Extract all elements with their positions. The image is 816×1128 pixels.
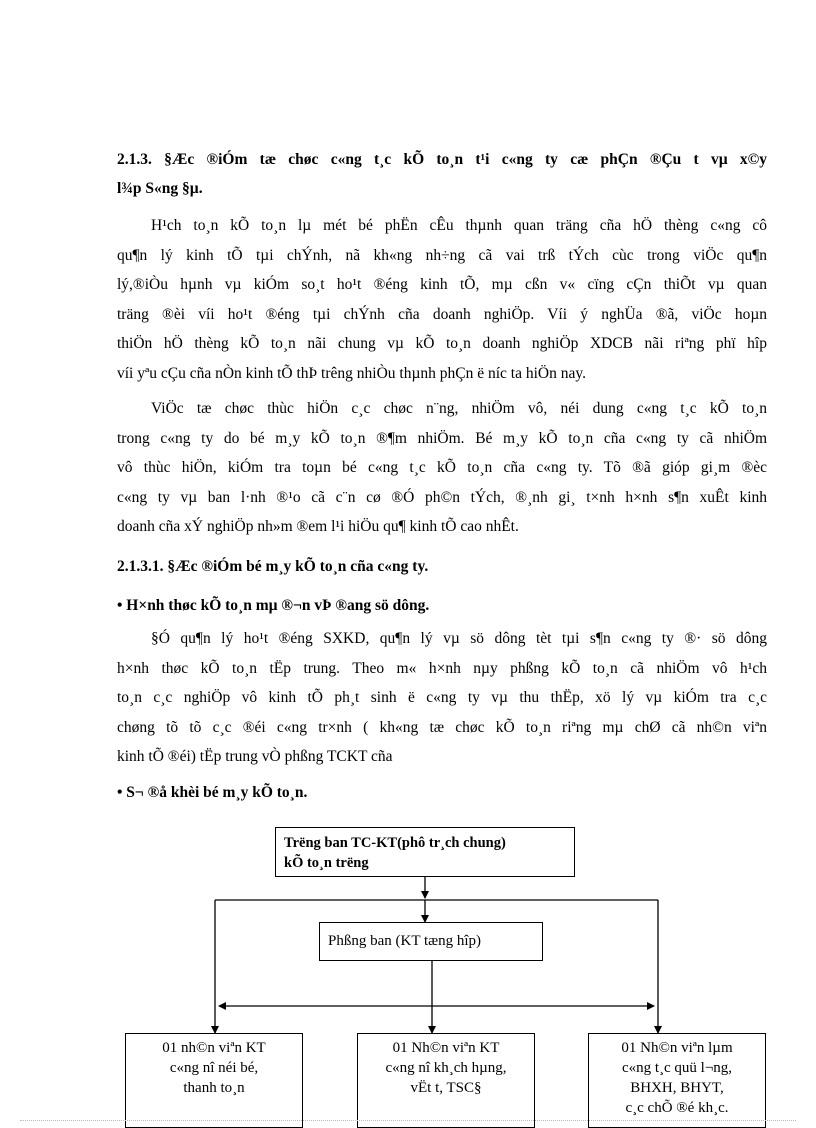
payroll-staff-box bbox=[588, 1033, 766, 1128]
box-line: 01 nh©n viªn KT bbox=[162, 1040, 266, 1056]
internal-debt-staff-box bbox=[125, 1033, 303, 1128]
box-line: 01 Nh©n viªn lµm bbox=[621, 1040, 733, 1056]
box-line: c¸c chÕ ®é kh¸c. bbox=[625, 1100, 729, 1116]
bullet-text: • S¬ ®å khèi bé m¸y kÕ to¸n. bbox=[117, 784, 308, 801]
box-line: vËt t, TSC§ bbox=[410, 1080, 482, 1096]
bullet-text: • H×nh thøc kÕ to¸n mµ ®¬n vÞ ®ang sö dông. bbox=[117, 597, 430, 614]
text-line: chøng tõ tõ c¸c ®éi c«ng tr×nh ( kh«ng tæ chøc kÕ to¸n riªng mµ chØ cã nh©n viªn bbox=[117, 718, 767, 736]
box-line: c«ng nî néi bé, bbox=[169, 1060, 259, 1076]
text-line: víi yªu cÇu cña nÒn kinh tÕ thÞ trêng nhiÒu thµnh phÇn ë níc ta hiÖn nay. bbox=[117, 364, 586, 382]
text-line: thiÖn hÖ thèng kÕ to¸n nãi chung vµ kÕ to¸n doanh nghiÖp XDCB nãi riªng phï hîp bbox=[117, 335, 767, 352]
box-line: Trëng ban TC-KT(phô tr¸ch chung) bbox=[284, 835, 506, 851]
box-line: kÕ to¸n trëng bbox=[284, 855, 369, 871]
text-line: §Ó qu¶n lý ho¹t ®éng SXKD, qu¶n lý vµ sö dông tèt tµi s¶n c«ng ty ®· sö dông bbox=[151, 630, 767, 647]
subsection-heading-text: 2.1.3.1. §Æc ®iÓm bé m¸y kÕ to¸n cña c«ng ty. bbox=[117, 558, 429, 575]
text-line: H¹ch to¸n kÕ to¸n lµ mét bé phËn cÊu thµnh quan träng cña hÖ thèng c«ng cô bbox=[151, 217, 767, 234]
text-line: vô thùc hiÖn, kiÓm tra toµn bé c«ng t¸c kÕ to¸n cña c«ng ty. Tõ ®ã gióp gi¸m ®èc bbox=[117, 459, 767, 476]
text-line: kinh tÕ ®éi) tËp trung vÒ phßng TCKT cña bbox=[117, 748, 393, 765]
box-line: c«ng nî kh¸ch hµng, bbox=[385, 1060, 507, 1076]
box-line: thanh to¸n bbox=[183, 1080, 245, 1096]
text-line: trong c«ng ty do bé m¸y kÕ to¸n ®¶m nhiÖm. Bé m¸y kÕ to¸n cña c«ng ty cã nhiÖm bbox=[117, 429, 767, 447]
text-line: c«ng ty vµ ban l·nh ®¹o cã c¨n cø ®Ó ph©n tÝch, ®¸nh gi¸ t×nh h×nh s¶n xuÊt kinh bbox=[117, 488, 767, 506]
section-heading-line: 2.1.3. §Æc ®iÓm tæ chøc c«ng t¸c kÕ to¸n t¹i c«ng ty cæ phÇn ®Çu t vµ x©y bbox=[117, 151, 767, 168]
text-line: h×nh thøc kÕ to¸n tËp trung. Theo m« h×nh nµy phßng kÕ to¸n cã nhiÖm vô h¹ch bbox=[117, 659, 767, 677]
text-line: to¸n c¸c nghiÖp vô kinh tÕ ph¸t sinh ë c«ng ty vµ thu thËp, xö lý vµ kiÓm tra c¸c bbox=[117, 689, 767, 706]
text-line: träng ®èi víi ho¹t ®éng tµi chÝnh cña doanh nghiÖp. Víi ý nghÜa ®ã, viÖc hoµn bbox=[117, 305, 767, 323]
box-line: c«ng t¸c quü l¬ng, bbox=[621, 1060, 733, 1076]
text-line: qu¶n lý kinh tÕ tµi chÝnh, nã kh«ng nh÷ng cã vai trß tÝch cùc trong viÖc qu¶n bbox=[117, 246, 767, 264]
box-line: 01 Nh©n viªn KT bbox=[392, 1040, 500, 1056]
box-line: Phßng ban (KT tæng hîp) bbox=[328, 933, 482, 949]
text-line: ViÖc tæ chøc thùc hiÖn c¸c chøc n¨ng, nhiÖm vô, néi dung c«ng t¸c kÕ to¸n bbox=[151, 400, 767, 417]
page-bottom-divider bbox=[20, 1120, 796, 1121]
general-accounting-box bbox=[319, 922, 543, 961]
text-line: doanh cña xÝ nghiÖp nh»m ®em l¹i hiÖu qu¶ kinh tÕ cao nhÊt. bbox=[117, 518, 519, 535]
customer-debt-staff-box bbox=[357, 1033, 535, 1128]
box-line: BHXH, BHYT, bbox=[630, 1080, 724, 1096]
section-heading-line: l¾p S«ng §µ. bbox=[117, 180, 203, 197]
chief-accountant-box bbox=[275, 827, 575, 877]
text-line: lý,®iÒu hµnh vµ kiÓm so¸t ho¹t ®éng kinh tÕ, mµ cßn v« cïng cÇn thiÕt vµ quan bbox=[117, 276, 767, 293]
